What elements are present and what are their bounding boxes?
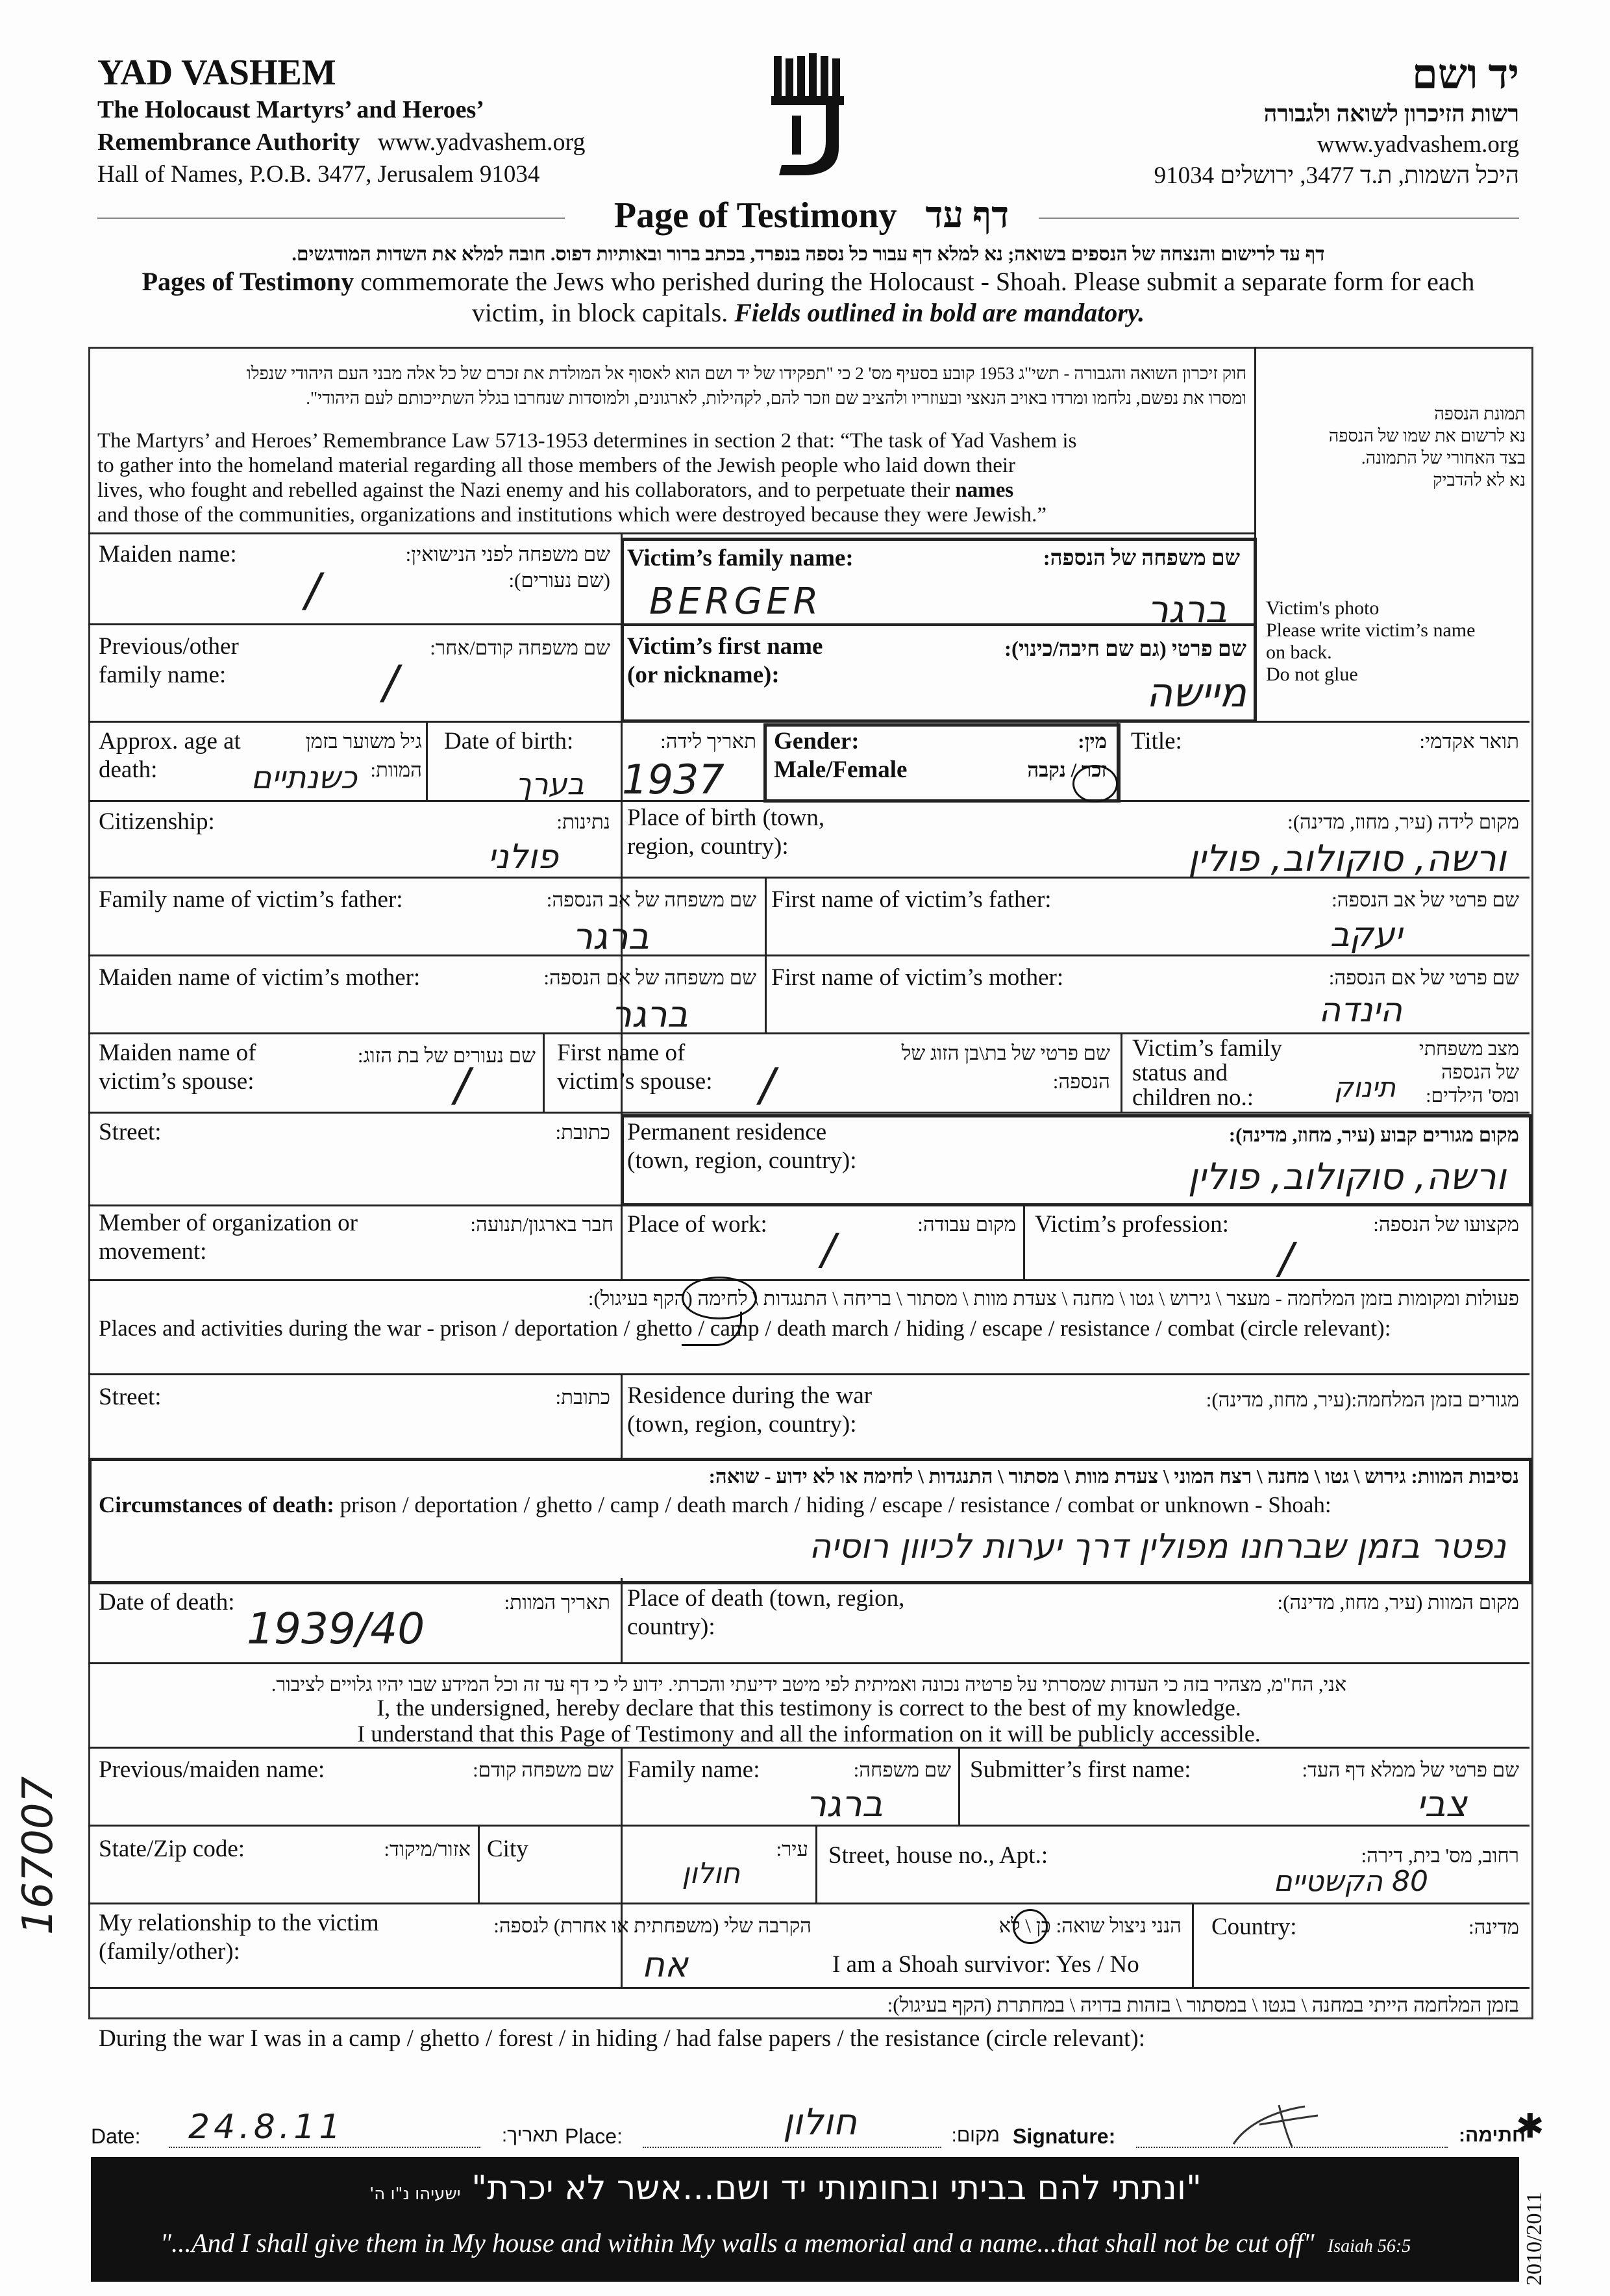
age-he-1: גיל משוער בזמן — [305, 730, 422, 753]
sub-prev-name-label: Previous/maiden name: — [99, 1756, 325, 1783]
sub-prev-name-label-he: שם משפחה קודם: — [473, 1758, 613, 1781]
sub-relationship-en-1: My relationship to the victim — [99, 1910, 379, 1936]
maiden-he-1: שם משפחה לפני הנישואין: — [405, 543, 610, 566]
law-en — [97, 429, 1250, 527]
photo-en-2: Please write victim’s name — [1266, 619, 1476, 641]
rule-row-warplaces — [88, 1373, 1530, 1375]
date-death-label-he: תאריך המוות: — [504, 1591, 610, 1614]
sub-country-label-he: מדינה: — [1468, 1915, 1519, 1938]
sub-relationship-en-2: (family/other): — [99, 1938, 240, 1965]
rule-row-father — [88, 955, 1530, 956]
father-first-label-he: שם פרטי של אב הנספה: — [1331, 888, 1519, 911]
place-death-en-2: country): — [627, 1614, 715, 1640]
year-code — [1522, 2169, 1561, 2286]
photo-en-3: on back. — [1266, 642, 1332, 663]
gender-en-1: Gender: — [774, 728, 860, 755]
side-number — [14, 1721, 66, 1980]
org-subtitle-en-2: Remembrance Authority — [97, 129, 360, 156]
gender-he-1: מין: — [1078, 730, 1107, 753]
rule-row-relationship — [88, 1987, 1530, 1989]
spouse-maiden-label-he: שם נעורים של בת הזוג: — [357, 1044, 536, 1067]
family-status-en-3: children no.: — [1132, 1084, 1254, 1111]
photo-he-2: נא לרשום את שמו של הנספה — [1328, 426, 1526, 445]
work-place-label: Place of work: — [627, 1211, 767, 1238]
sub-city-label-he: עיר: — [776, 1838, 808, 1860]
maiden-name-value[interactable]: / — [305, 564, 321, 617]
member-org-en-2: movement: — [99, 1238, 207, 1265]
quote-he-source: ישעיהו נ"ו ה' — [369, 2184, 461, 2204]
org-title-he: יד ושם — [1411, 51, 1519, 97]
father-first-value[interactable]: יעקב — [1330, 916, 1402, 955]
family-status-he-2: של הנספה — [1441, 1062, 1519, 1083]
family-name-value-he[interactable]: ברגר — [1147, 587, 1227, 631]
law-he-2: ומסרו את נפשם, נלחמו ומרדו באויב הנאצי ובעוזריו ולהציב שם וזכר להם, לקהילות, לארגונים, ולמוסדות שנחרבו בגלל השתייכותם לעם היהודי". — [306, 388, 1246, 408]
law-en-2: to gather into the homeland material regarding all those members of the Jewish people who laid down their — [97, 454, 1016, 477]
maiden-name-label-he — [338, 542, 610, 593]
footer-date-line — [169, 2147, 480, 2149]
mother-first-value[interactable]: הינדה — [1319, 991, 1402, 1030]
sub-city-value[interactable]: חולון — [682, 1857, 740, 1890]
quote-banner — [91, 2157, 1519, 2282]
profession-value[interactable]: / — [1279, 1234, 1294, 1284]
vdiv-sub-city — [478, 1825, 480, 1903]
sub-street-label-he: רחוב, מס' בית, דירה: — [1361, 1844, 1519, 1867]
war-places-he: פעולות ומקומות בזמן המלחמה - מעצר \ גירוש \ גטו \ מחנה \ צעדת מוות \ מסתור \ בריחה \ התנגדות \ לחימה (הקף בעיגול): — [588, 1287, 1519, 1310]
declaration-he: אני, הח"מ, מצהיר בזה כי העדות שמסרתי על פרטיה נכונה ואמיתית לפי מיטב ידיעתי והכרתי. ידוע לי כי דף עד זה וכל המידע שבו יהיו גלויים לציבור. — [271, 1674, 1347, 1695]
spouse-first-label-he — [844, 1039, 1110, 1096]
sub-country-label: Country: — [1211, 1914, 1297, 1940]
gender-male-circle[interactable] — [1072, 765, 1118, 803]
father-family-label: Family name of victim’s father: — [99, 886, 403, 913]
vdiv-warres — [621, 1373, 623, 1458]
first-name-label — [627, 632, 823, 690]
sub-family-value[interactable]: ברגר — [806, 1783, 883, 1825]
date-death-value[interactable]: 1939/40 — [247, 1604, 425, 1654]
dob-label-he: תאריך לידה: — [660, 730, 756, 753]
rule-row-datedeath — [88, 1662, 1530, 1664]
perm-res-value[interactable]: ורשה, סוקולוב, פולין — [1187, 1156, 1506, 1198]
spouse-first-he-2: הנספה: — [1052, 1070, 1110, 1093]
family-name-label-he: שם משפחה של הנספה: — [1043, 547, 1240, 570]
war-res-en-2: (town, region, country): — [627, 1411, 857, 1438]
family-status-en-2: status and — [1132, 1060, 1228, 1086]
signature-mark[interactable] — [1220, 2099, 1337, 2151]
vdiv-sub-first — [958, 1747, 960, 1825]
survivor-yes-circle[interactable] — [1013, 1909, 1048, 1944]
photo-he-4: נא לא להדביק — [1432, 470, 1526, 490]
vdiv-father — [765, 877, 767, 1032]
circumstances-he: נסיבות המוות: גירוש \ גטו \ מחנה \ רצח המוני \ צעדת מוות \ מסתור \ התנגדות \ לחימה או לא ידוע - שואה: — [708, 1465, 1519, 1488]
perm-res-label-he: מקום מגורים קבוע (עיר, מחוז, מדינה): — [1228, 1123, 1519, 1146]
footer-place-he: מקום: — [951, 2125, 1000, 2146]
quote-he: "ונתתי להם בביתי ובחומותי יד ושם...אשר לא יכרת" — [471, 2169, 1202, 2208]
footer-date-value[interactable]: 24.8.11 — [188, 2108, 345, 2147]
address-en: Hall of Names, P.O.B. 3477, Jerusalem 91034 — [97, 161, 540, 188]
sub-first-label-he: שם פרטי של ממלא דף העד: — [1302, 1758, 1519, 1781]
first-name-label-he: שם פרטי (גם שם חיבה/כינוי): — [1004, 638, 1246, 661]
law-en-3-bold: names — [955, 479, 1014, 502]
dob-value-year[interactable]: 1937 — [622, 756, 724, 803]
intro-en-rest-1: commemorate the Jews who perished during the Holocaust - Shoah. Please submit a separate form for each — [360, 267, 1475, 296]
photo-en-1: Victim's photo — [1266, 597, 1380, 619]
member-org-label-he: חבר בארגון/תנועה: — [470, 1213, 613, 1236]
prev-family-label-he: שם משפחה קודם/אחר: — [430, 636, 610, 659]
sub-street-value[interactable]: 80 הקשטיים — [1273, 1865, 1428, 1898]
law-en-4: and those of the communities, organizations and institutions which were destroyed because they were Jewish.” — [97, 503, 1047, 527]
org-header-en — [97, 52, 682, 191]
member-org-label — [99, 1209, 358, 1266]
footer-signature-he: חתימה: — [1458, 2125, 1526, 2146]
prev-family-value[interactable]: / — [383, 656, 399, 709]
circumstances-en — [99, 1491, 1519, 1519]
dob-value-approx[interactable]: בערך — [515, 766, 584, 801]
citizenship-label: Citizenship: — [99, 808, 215, 835]
intro-en — [97, 266, 1519, 329]
prev-family-en-1: Previous/other — [99, 633, 239, 660]
sub-survivor-label-en: I am a Shoah survivor: Yes / No — [832, 1951, 1139, 1978]
maiden-he-2: (שם נעורים): — [508, 569, 610, 592]
page-title-en: Page of Testimony — [613, 195, 897, 236]
age-en-1: Approx. age at — [99, 728, 241, 755]
intro-he: דף עד לרישום והנצחה של הנספים בשואה; נא למלא דף עבור כל נספה בנפרד, בכתב ברור ובאותיות דפוס. חובה למלא את השדות המודגשים. — [291, 243, 1325, 265]
war-places-en: Places and activities during the war - prison / deportation / ghetto / camp / death march / hiding / escape / resistance / combat (circle relevant): — [99, 1316, 1391, 1341]
spouse-maiden-value[interactable]: / — [454, 1058, 470, 1112]
place-death-en-1: Place of death (town, region, — [627, 1585, 905, 1612]
family-status-label — [1132, 1036, 1282, 1110]
title-label-he: תואר אקדמי: — [1419, 730, 1519, 753]
father-family-label-he: שם משפחה של אב הנספה: — [546, 888, 756, 911]
vdiv-deathplace — [621, 1578, 623, 1662]
maiden-name-label: Maiden name: — [99, 541, 237, 568]
perm-res-en-2: (town, region, country): — [627, 1147, 857, 1174]
side-number-text: 167007 — [14, 1776, 62, 1935]
title-label: Title: — [1131, 728, 1182, 755]
law-he — [97, 361, 1246, 410]
website-en: www.yadvashem.org — [377, 129, 586, 156]
profession-label-he: מקצועו של הנספה: — [1373, 1213, 1519, 1236]
footer-date-label: Date: — [91, 2125, 141, 2148]
profession-label: Victim’s profession: — [1035, 1211, 1229, 1238]
page-title-he: דף עד — [925, 195, 1009, 236]
footer-place-line — [643, 2147, 941, 2149]
vdiv-sub-country — [1192, 1903, 1194, 1987]
war-street-label-he: כתובת: — [555, 1386, 610, 1408]
spouse-first-he-1: שם פרטי של בת\בן הזוג של — [901, 1042, 1110, 1064]
spouse-maiden-en-1: Maiden name of — [99, 1040, 256, 1066]
mother-first-label: First name of victim’s mother: — [771, 964, 1064, 991]
footer-signature-label: Signature: — [1013, 2125, 1116, 2148]
vdiv-sub-street — [815, 1825, 817, 1903]
member-org-en-1: Member of organization or — [99, 1210, 358, 1236]
during-war-he: בזמן המלחמה הייתי במחנה \ בגטו \ במסתור \ בזהות בדויה \ במחתרת (הקף בעיגול): — [887, 1993, 1519, 2016]
place-birth-label-he: מקום לידה (עיר, מחוז, מדינה): — [1287, 810, 1519, 833]
sub-city-label: City — [487, 1836, 528, 1862]
vdiv-dob — [426, 721, 428, 800]
intro-en-rest-2: victim, in block capitals. — [471, 298, 728, 327]
war-street-label: Street: — [99, 1384, 162, 1410]
prev-family-en-2: family name: — [99, 662, 227, 688]
spouse-first-label — [557, 1039, 712, 1096]
first-name-en-2: (or nickname): — [627, 662, 780, 688]
photo-he-1: תמונת הנספה — [1434, 404, 1526, 423]
circumstances-en-bold: Circumstances of death: — [99, 1492, 334, 1517]
footer-place-label: Place: — [565, 2125, 623, 2148]
gender-en-2: Male/Female — [774, 756, 908, 783]
war-res-label — [627, 1382, 872, 1439]
org-title-en: YAD VASHEM — [97, 53, 336, 93]
star-mark-icon: ✱ — [1516, 2108, 1544, 2145]
street-label: Street: — [99, 1119, 162, 1145]
place-birth-label — [627, 804, 824, 861]
law-en-1: The Martyrs’ and Heroes’ Remembrance Law 5713-1953 determines in section 2 that: “The task of Yad Vashem is — [97, 429, 1077, 453]
age-he-2: המוות: — [370, 758, 422, 781]
photo-he-3: בצד האחורי של התמונה. — [1361, 448, 1526, 468]
law-en-3: lives, who fought and rebelled against the Nazi enemy and his collaborators, and to perpetuate their — [97, 479, 950, 502]
declaration-en — [99, 1695, 1519, 1747]
declaration-en-2: I understand that this Page of Testimony and all the information on it will be publicly accessible. — [357, 1721, 1261, 1747]
family-status-en-1: Victim’s family — [1132, 1035, 1283, 1062]
date-death-label: Date of death: — [99, 1589, 235, 1616]
sub-first-value[interactable]: צבי — [1416, 1783, 1467, 1825]
prev-family-label — [99, 632, 239, 690]
sub-zip-label: State/Zip code: — [99, 1836, 245, 1862]
photo-instructions-he — [1266, 403, 1526, 491]
place-birth-en-1: Place of birth (town, — [627, 805, 825, 831]
age-value[interactable]: כשנתיים — [251, 760, 357, 796]
sub-relationship-value[interactable]: אח — [641, 1944, 688, 1985]
footer-place-value[interactable]: חולון — [782, 2101, 857, 2143]
perm-res-en-1: Permanent residence — [627, 1119, 827, 1145]
perm-res-label — [627, 1118, 856, 1175]
father-family-value[interactable]: ברגר — [572, 916, 649, 958]
quote-he-line — [104, 2162, 1467, 2220]
war-res-label-he: מגורים בזמן המלחמה:(עיר, מחוז, מדינה): — [1206, 1388, 1519, 1411]
rule-row-declaration — [88, 1747, 1530, 1749]
declaration-en-1: I, the undersigned, hereby declare that this testimony is correct to the best of my knowledge. — [377, 1695, 1241, 1721]
sub-survivor-label-he: הנני ניצול שואה: כן \ לא — [998, 1914, 1182, 1937]
mother-first-label-he: שם פרטי של אם הנספה: — [1328, 966, 1519, 989]
rule-row-spouse — [88, 1112, 1530, 1114]
spouse-first-value[interactable]: / — [760, 1058, 775, 1112]
place-birth-value[interactable]: ורשה, סוקולוב, פולין — [1187, 838, 1506, 880]
first-name-en-1: Victim’s first name — [627, 633, 823, 660]
intro-en-italic: Fields outlined in bold are mandatory. — [734, 298, 1145, 327]
family-status-value[interactable]: תינוק — [1333, 1071, 1396, 1103]
rule-row-mother — [88, 1032, 1530, 1034]
circumstances-value[interactable]: נפטר בזמן שברחנו מפולין דרך יערות לכיוון רוסיה — [809, 1527, 1506, 1566]
work-place-value[interactable]: / — [821, 1225, 836, 1275]
photo-en-4: Do not glue — [1266, 664, 1358, 685]
father-first-label: First name of victim’s father: — [771, 886, 1052, 913]
war-res-en-1: Residence during the war — [627, 1382, 873, 1409]
rule-row-member — [88, 1279, 1530, 1281]
family-name-label: Victim’s family name: — [627, 545, 854, 571]
during-war-en: During the war I was in a camp / ghetto / forest / in hiding / had false papers / the resistance (circle relevant): — [99, 2025, 1146, 2052]
vdiv-spouse-a — [543, 1032, 545, 1112]
rule-row-zip — [88, 1903, 1530, 1904]
citizenship-label-he: נתינות: — [556, 810, 610, 833]
mother-maiden-label-he: שם משפחה של אם הנספה: — [543, 966, 756, 989]
photo-instructions-en — [1266, 597, 1526, 686]
gender-he-2: זכר / נקבה — [1027, 758, 1107, 781]
spouse-first-en-2: victim’s spouse: — [557, 1068, 713, 1095]
citizenship-value[interactable]: פולני — [488, 838, 558, 877]
vdiv-work — [1023, 1204, 1025, 1279]
rule-row-maiden — [88, 623, 621, 625]
sub-street-label: Street, house no., Apt.: — [828, 1842, 1048, 1869]
age-en-2: death: — [99, 756, 158, 783]
vdiv-spouse-b — [1121, 1032, 1122, 1112]
org-subtitle-he: רשות הזיכרון לשואה ולגבורה — [1263, 101, 1519, 127]
family-name-value-latin[interactable]: BERGER — [649, 580, 823, 623]
first-name-value[interactable]: מיישה — [1146, 669, 1246, 716]
address-he: היכל השמות, ת.ד 3477, ירושלים 91034 — [1154, 162, 1519, 189]
law-he-1: חוק זיכרון השואה והגבורה - תשי"ג 1953 קובע בסעיף מס' 2 כי "תפקידו של יד ושם הוא לאסוף אל המולדת את זכרם של כל אלה מבני העם היהודי שנפלו — [246, 364, 1246, 383]
family-status-he-1: מצב משפחתי — [1418, 1038, 1519, 1060]
spouse-maiden-label — [99, 1039, 256, 1096]
quote-en: "...And I shall give them in My house and within My walls a memorial and a name...that shall not be cut off" — [160, 2228, 1315, 2258]
org-header-he — [935, 52, 1519, 192]
gender-label — [774, 727, 907, 784]
sub-zip-label-he: אזור/מיקוד: — [384, 1838, 471, 1860]
place-death-label — [627, 1584, 904, 1641]
sub-family-label: Family name: — [627, 1756, 760, 1783]
mother-maiden-value[interactable]: ברגר — [611, 993, 688, 1036]
year-code-text: 2010/2011 — [1522, 2191, 1546, 2286]
place-birth-en-2: region, country): — [627, 833, 789, 860]
spouse-first-en-1: First name of — [557, 1040, 686, 1066]
dob-label: Date of birth: — [444, 728, 574, 755]
quote-en-source: Isaiah 56:5 — [1327, 2236, 1411, 2256]
rule-after-law — [88, 532, 1256, 534]
sub-family-label-he: שם משפחה: — [853, 1758, 951, 1781]
footer-date-he: תאריך: — [501, 2125, 558, 2146]
quote-en-line — [104, 2223, 1467, 2266]
header-rule-left — [97, 218, 565, 219]
work-place-label-he: מקום עבודה: — [917, 1213, 1016, 1236]
street-label-he: כתובת: — [555, 1121, 610, 1143]
yad-vashem-logo — [766, 51, 850, 181]
place-death-label-he: מקום המוות (עיר, מחוז, מדינה): — [1277, 1591, 1519, 1614]
spouse-maiden-en-2: victim’s spouse: — [99, 1068, 254, 1095]
page-title — [584, 192, 1039, 239]
mother-maiden-label: Maiden name of victim’s mother: — [99, 964, 421, 991]
header-rule-right — [1039, 218, 1519, 219]
intro-en-bold: Pages of Testimony — [142, 267, 354, 296]
sub-relationship-label — [99, 1909, 379, 1966]
family-status-he-3: ומס' הילדים: — [1426, 1085, 1519, 1106]
circumstances-en-rest: prison / deportation / ghetto / camp / death march / hiding / escape / resistance / combat or unknown - Shoah: — [340, 1492, 1331, 1517]
sub-relationship-label-he: הקרבה שלי (משפחתית או אחרת) לנספה: — [493, 1914, 811, 1937]
sub-first-label: Submitter’s first name: — [970, 1756, 1191, 1783]
website-he: www.yadvashem.org — [1317, 131, 1519, 158]
org-subtitle-en: The Holocaust Martyrs’ and Heroes’ — [97, 96, 484, 123]
family-status-label-he — [1402, 1038, 1519, 1108]
